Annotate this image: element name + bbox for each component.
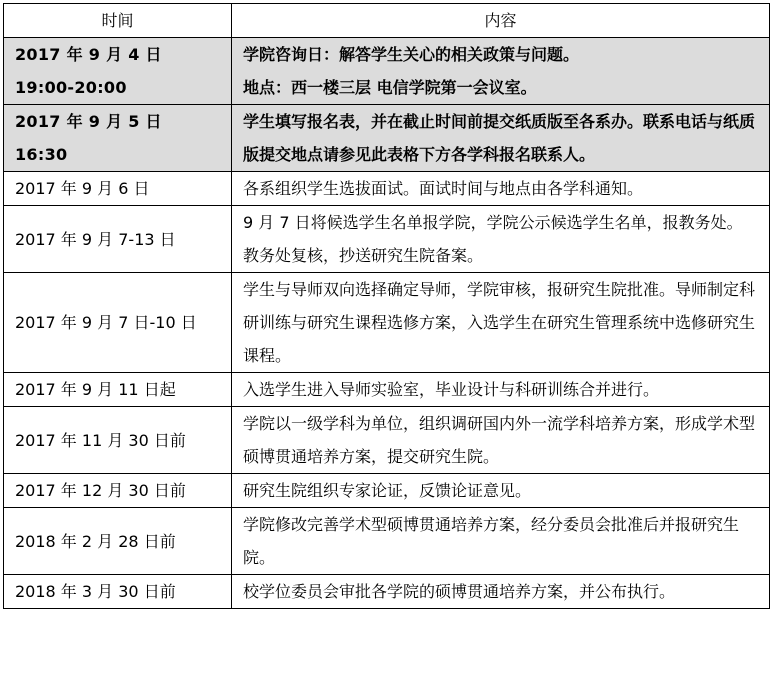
time-cell: 2017 年 9 月 7 日-10 日 bbox=[4, 273, 232, 373]
content-cell: 校学位委员会审批各学院的硕博贯通培养方案，并公布执行。 bbox=[232, 575, 770, 609]
time-cell: 2017 年 11 月 30 日前 bbox=[4, 407, 232, 474]
table-row bbox=[4, 575, 770, 609]
time-cell: 2017 年 12 月 30 日前 bbox=[4, 474, 232, 508]
content-cell: 学生填写报名表，并在截止时间前提交纸质版至各系办。联系电话与纸质版提交地点请参见此表格下方各学科报名联系人。 bbox=[232, 105, 770, 172]
time-cell: 2018 年 3 月 30 日前 bbox=[4, 575, 232, 609]
table-row bbox=[4, 273, 770, 373]
content-text: 学院咨询日：解答学生关心的相关政策与问题。 bbox=[243, 45, 580, 64]
time-cell: 2017 年 9 月 6 日 bbox=[4, 172, 232, 206]
content-cell: 9 月 7 日将候选学生名单报学院，学院公示候选学生名单，报教务处。教务处复核，抄送研究生院备案。 bbox=[232, 206, 770, 273]
table-row bbox=[4, 474, 770, 508]
header-content: 内容 bbox=[232, 4, 770, 38]
time-cell: 2017 年 9 月 7-13 日 bbox=[4, 206, 232, 273]
table-row bbox=[4, 508, 770, 575]
time-cell bbox=[4, 105, 232, 172]
header-time: 时间 bbox=[4, 4, 232, 38]
content-cell: 学院修改完善学术型硕博贯通培养方案，经分委员会批准后并报研究生院。 bbox=[232, 508, 770, 575]
content-cell: 入选学生进入导师实验室，毕业设计与科研训练合并进行。 bbox=[232, 373, 770, 407]
header-row bbox=[4, 4, 770, 38]
content-cell: 学院以一级学科为单位，组织调研国内外一流学科培养方案，形成学术型硕博贯通培养方案，提交研究生院。 bbox=[232, 407, 770, 474]
time-text: 16:30 bbox=[15, 145, 68, 164]
table-row bbox=[4, 206, 770, 273]
content-cell: 研究生院组织专家论证，反馈论证意见。 bbox=[232, 474, 770, 508]
time-cell: 2017 年 9 月 11 日起 bbox=[4, 373, 232, 407]
schedule-table bbox=[3, 3, 770, 609]
table-row bbox=[4, 373, 770, 407]
content-cell: 各系组织学生选拔面试。面试时间与地点由各学科通知。 bbox=[232, 172, 770, 206]
content-text: 地点：西一楼三层 电信学院第一会议室。 bbox=[243, 78, 537, 97]
time-cell bbox=[4, 38, 232, 105]
table-row bbox=[4, 172, 770, 206]
time-text: 2017 年 9 月 5 日 bbox=[15, 112, 162, 131]
time-text: 19:00-20:00 bbox=[15, 78, 127, 97]
table-row bbox=[4, 105, 770, 172]
time-cell: 2018 年 2 月 28 日前 bbox=[4, 508, 232, 575]
content-cell: 学生与导师双向选择确定导师，学院审核，报研究生院批准。导师制定科研训练与研究生课程选修方案，入选学生在研究生管理系统中选修研究生课程。 bbox=[232, 273, 770, 373]
table-row bbox=[4, 407, 770, 474]
time-text: 2017 年 9 月 4 日 bbox=[15, 45, 162, 64]
content-cell bbox=[232, 38, 770, 105]
table-row bbox=[4, 38, 770, 105]
